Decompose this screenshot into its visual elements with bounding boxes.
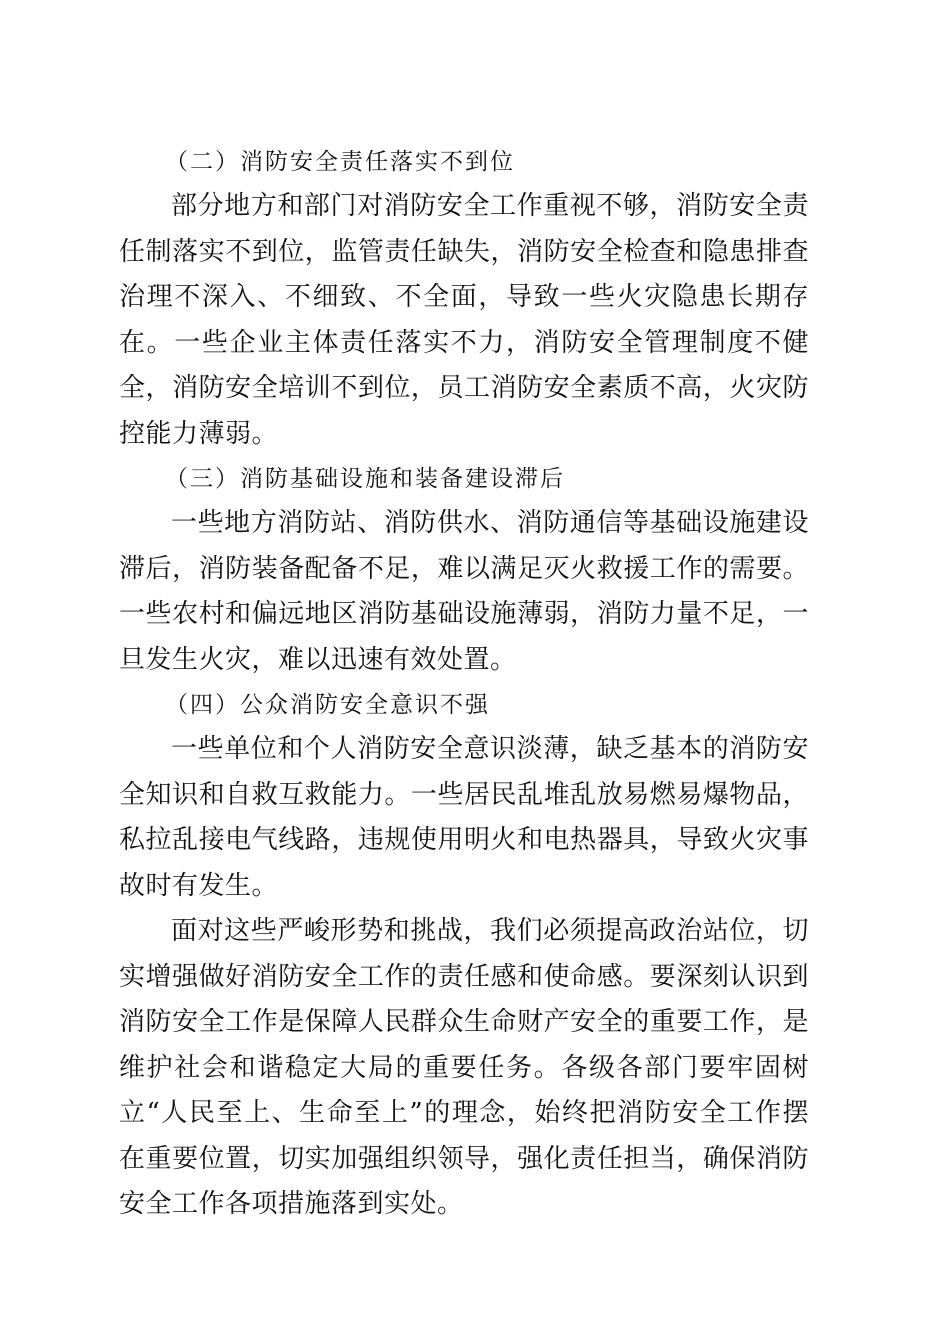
section-heading-2: （二）消防安全责任落实不到位 xyxy=(165,149,515,175)
closing-paragraph: 面对这些严峻形势和挑战，我们必须提高政治站位，切实增强做好消防安全工作的责任感和使命感。要深刻认识到消防安全工作是保障人民群众生命财产安全的重要工作，是维护社会和谐稳定大局的重要任务。各级各部门要牢固树立“人民至上、生命至上”的理念，始终把消防安全工作摆在重要位置，切实加强组织领导，强化责任担当，确保消防安全工作各项措施落到实处。 xyxy=(119,916,809,1219)
section-heading-4: （四）公众消防安全意识不强 xyxy=(165,692,490,718)
section-paragraph-3: 一些地方消防站、消防供水、消防通信等基础设施建设滞后，消防装备配备不足，难以满足灭火救援工作的需要。一些农村和偏远地区消防基础设施薄弱，消防力量不足，一旦发生火灾，难以迅速有效处置。 xyxy=(119,508,809,675)
section-paragraph-2: 部分地方和部门对消防安全工作重视不够，消防安全责任制落实不到位，监管责任缺失，消防安全检查和隐患排查治理不深入、不细致、不全面，导致一些火灾隐患长期存在。一些企业主体责任落实不力，消防安全管理制度不健全，消防安全培训不到位，员工消防安全素质不高，火灾防控能力薄弱。 xyxy=(119,191,809,449)
section-heading-3: （三）消防基础设施和装备建设滞后 xyxy=(165,466,565,492)
section-paragraph-4: 一些单位和个人消防安全意识淡薄，缺乏基本的消防安全知识和自救互救能力。一些居民乱堆乱放易燃易爆物品，私拉乱接电气线路，违规使用明火和电热器具，导致火灾事故时有发生。 xyxy=(119,734,809,901)
document-body xyxy=(119,140,809,1228)
